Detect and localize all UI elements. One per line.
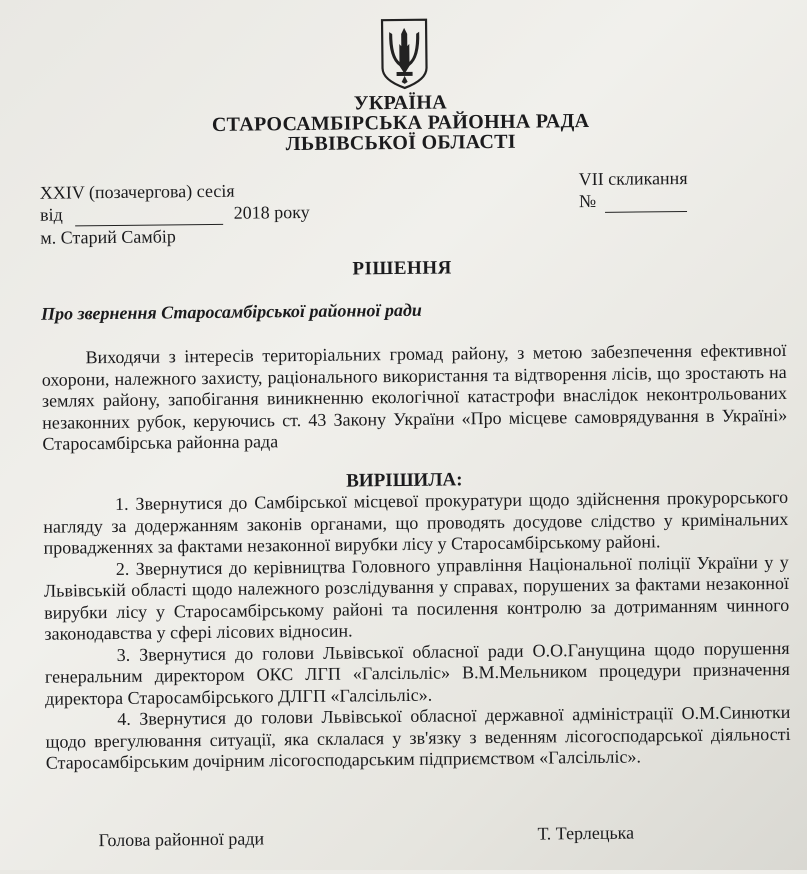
resolved-heading: ВИРІШИЛА: xyxy=(346,469,463,492)
date-line xyxy=(40,201,310,227)
trident-emblem-icon xyxy=(379,18,430,91)
convocation-line: VII скликання xyxy=(578,167,688,190)
resolution-items xyxy=(43,487,791,774)
resolution-item: 3. Звернутися до голови Львівської обласної ради О.О.Ганущина щодо порушення генеральним директором ОКС ЛГП «Галсільліс» В.М.Мельником процедури призначення директора Старосамбірського ДЛГП «Галсільліс». xyxy=(44,637,790,709)
date-blank xyxy=(75,202,223,227)
number-blank xyxy=(604,189,686,213)
signatory-position: Голова районної ради xyxy=(98,828,265,851)
session-line: XXIV (позачергова) сесія xyxy=(39,180,235,203)
convocation-block xyxy=(579,167,688,213)
intro-paragraph: Виходячи з інтересів територіальних громад району, з метою забезпечення ефективної охорони, належного захисту, раціонального використання та відтворення лісів, що зростають на землях району, запобігання виникненню екологічної катастрофи внаслідок неконтрольованих незаконних рубок, керуючись ст. 43 Закону України «Про місцеве самоврядування в Україні» Старосамбірська районна рада xyxy=(41,339,788,454)
region-heading: ЛЬВІВСЬКОЇ ОБЛАСТІ xyxy=(285,130,517,156)
resolution-item: 4. Звернутися до голови Львівської обласної державної адміністрації О.М.Синютки щодо врегулювання ситуації, яка склалася у зв'язку з веденням лісогосподарської діяльності Старосамбірським дочірним лісогосподарським підприємством «Галсільліс». xyxy=(45,701,791,773)
number-prefix: № xyxy=(578,190,597,212)
signatory-name: Т. Терлецька xyxy=(537,822,635,844)
resolution-item: 2. Звернутися до керівництва Головного управління Національної поліції України у у Львівській області щодо належного розслідування у справах, порушених за фактами незаконної вирубки лісу у Старосамбірському районі та посилення контролю за дотриманням чинного законодавства у сфері лісових відносин. xyxy=(43,551,790,644)
council-heading: СТАРОСАМБІРСЬКА РАЙОННА РАДА xyxy=(211,110,590,136)
document-subject: Про звернення Старосамбірської районної ради xyxy=(40,299,422,324)
date-prefix: від xyxy=(39,204,63,225)
resolution-item: 1. Звернутися до Самбірської місцевої прокуратури щодо здійснення прокурорського нагляду за додержанням законів органами, що проводять досудове слідство у кримінальних провадженнях за фактами незаконної вирубки лісу у Старосамбірському районі. xyxy=(43,486,789,558)
country-heading: УКРАЇНА xyxy=(353,91,448,115)
place-line: м. Старий Самбір xyxy=(40,226,176,248)
document-title: РІШЕННЯ xyxy=(352,257,452,280)
number-line xyxy=(579,189,688,213)
date-suffix: 2018 року xyxy=(233,201,310,223)
session-block xyxy=(40,179,310,249)
